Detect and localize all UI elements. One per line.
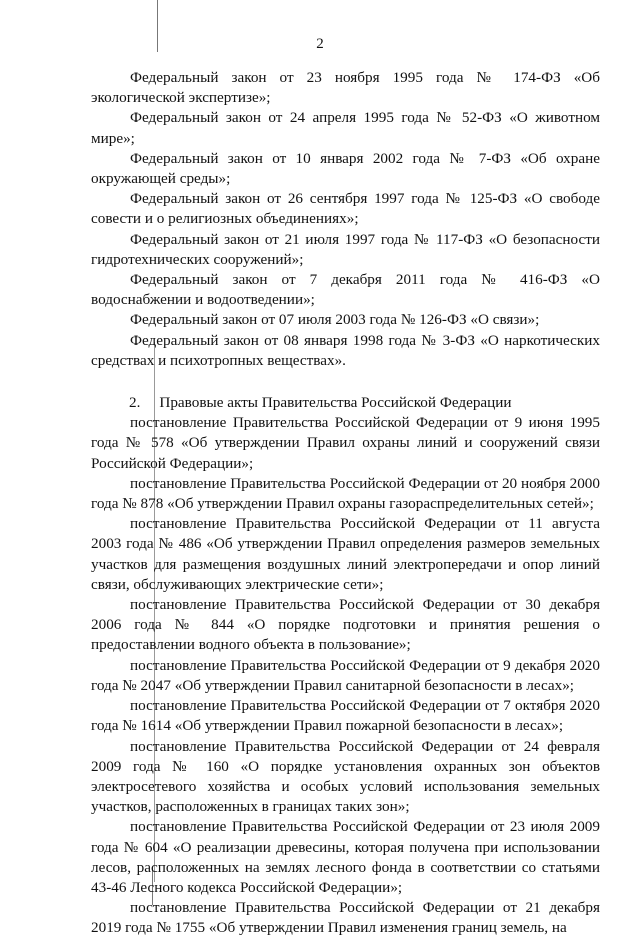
law-item: Федеральный закон от 24 апреля 1995 года № 52-ФЗ «О животном мире»; bbox=[91, 109, 600, 147]
page-number: 2 bbox=[316, 36, 324, 52]
act-item: постановление Правительства Российской Федерации от 23 июля 2009 года № 604 «О реализации древесины, которая получена при использовании лесов, расположенных на землях лесного фонда в соответствии со статьями 43-46 Лесного кодекса Российской Федерации»; bbox=[91, 818, 600, 896]
law-item: Федеральный закон от 08 января 1998 года № 3-ФЗ «О наркотических средствах и психотропных веществах». bbox=[91, 331, 600, 369]
act-item: постановление Правительства Российской Федерации от 30 декабря 2006 года № 844 «О порядке подготовки и принятия решения о предоставлении водного объекта в пользование»; bbox=[91, 596, 600, 654]
law-item: Федеральный закон от 21 июля 1997 года № 117-ФЗ «О безопасности гидротехнических сооружений»; bbox=[91, 230, 600, 268]
law-item: Федеральный закон от 07 июля 2003 года № 126-ФЗ «О связи»; bbox=[130, 311, 540, 329]
section-heading: 2. Правовые акты Правительства Российской Федерации bbox=[129, 394, 512, 412]
law-item: Федеральный закон от 10 января 2002 года № 7-ФЗ «Об охране окружающей среды»; bbox=[91, 149, 600, 188]
law-item: Федеральный закон от 7 декабря 2011 года № 416-ФЗ «О водоснабжении и водоотведении»; bbox=[91, 271, 600, 309]
act-item: постановление Правительства Российской Федерации от 11 августа 2003 года № 486 «Об утверждении Правил определения размеров земельных участков для размещения воздушных линий электропередачи и опор линий связи, обслуживающих электрические сети»; bbox=[91, 515, 600, 593]
act-item: постановление Правительства Российской Федерации от 20 ноября 2000 года № 878 «Об утверждении Правил охраны газораспределительных сетей»; bbox=[91, 474, 600, 513]
document-body bbox=[91, 68, 600, 939]
law-item: Федеральный закон от 23 ноября 1995 года № 174-ФЗ «Об экологической экспертизе»; bbox=[91, 69, 600, 107]
law-item: Федеральный закон от 26 сентября 1997 года № 125-ФЗ «О свободе совести и о религиозных объединениях»; bbox=[91, 190, 600, 228]
act-item: постановление Правительства Российской Федерации от 21 декабря 2019 года № 1755 «Об утверждении Правил изменения границ земель, на bbox=[91, 899, 600, 937]
act-item: постановление Правительства Российской Федерации от 9 декабря 2020 года № 2047 «Об утверждении Правил санитарной безопасности в лесах»; bbox=[91, 656, 600, 694]
act-item: постановление Правительства Российской Федерации от 9 июня 1995 года № 578 «Об утверждении Правил охраны линий и сооружений связи Российской Федерации»; bbox=[91, 414, 600, 472]
act-item: постановление Правительства Российской Федерации от 7 октября 2020 года № 1614 «Об утверждении Правил пожарной безопасности в лесах»; bbox=[91, 697, 600, 735]
act-item: постановление Правительства Российской Федерации от 24 февраля 2009 года № 160 «О порядке установления охранных зон объектов электросетевого хозяйства и особых условий использования земельных участков, расположенных в границах таких зон»; bbox=[91, 737, 600, 816]
